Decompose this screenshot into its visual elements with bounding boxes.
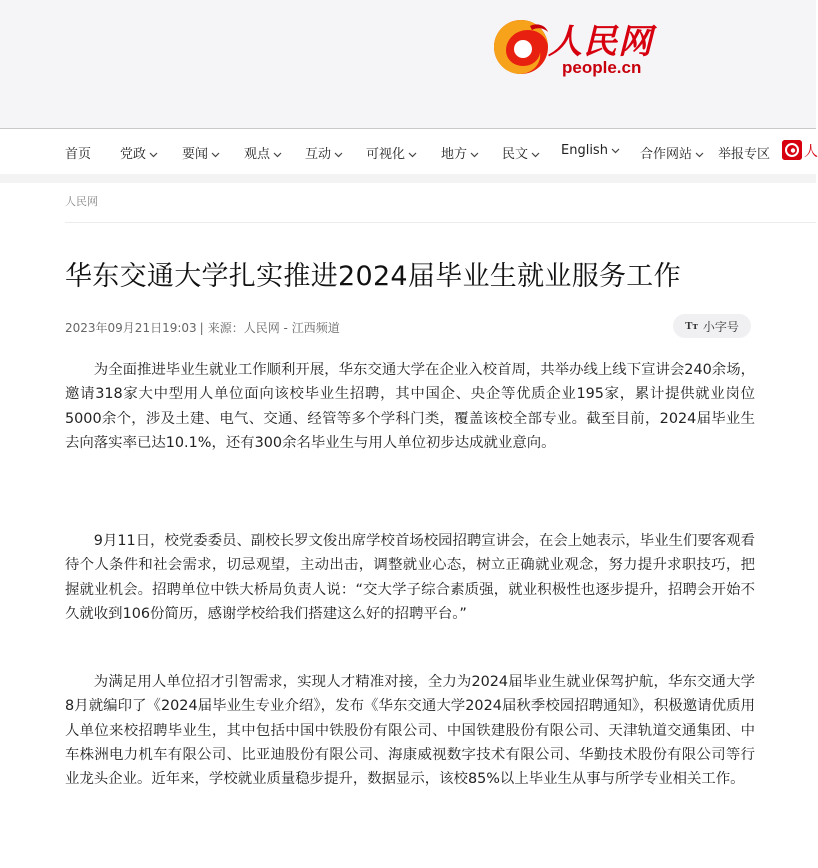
nav-item-label: 地方 [441, 147, 468, 162]
nav-item-label: 党政 [120, 147, 147, 162]
chevron-down-icon [149, 152, 158, 158]
nav-item-report[interactable] [718, 143, 770, 162]
logo-chinese-text: 人民网 [548, 22, 653, 62]
nav-shadow-band [0, 174, 816, 183]
nav-badge-text[interactable]: 人 [804, 144, 818, 160]
people-badge-icon[interactable] [782, 140, 802, 160]
nav-item-interact[interactable] [305, 143, 343, 162]
chevron-down-icon [273, 152, 282, 158]
nav-item-opinion[interactable] [244, 143, 282, 162]
nav-item-party[interactable] [120, 143, 158, 162]
chevron-down-icon [334, 152, 343, 158]
people-logo-icon [490, 14, 552, 76]
article-date: 2023年09月21日19:03 [65, 321, 197, 335]
nav-item-label: English [561, 143, 608, 158]
nav-item-local[interactable] [441, 143, 479, 162]
nav-item-label: 首页 [65, 147, 92, 162]
meta-separator: | [199, 321, 204, 335]
nav-item-english[interactable] [561, 143, 620, 158]
article-source[interactable]: 人民网 - 江西频道 [243, 321, 340, 335]
nav-item-label: 合作网站 [640, 147, 693, 162]
nav-item-label: 互动 [305, 147, 332, 162]
font-size-icon: Tт [685, 320, 698, 332]
nav-item-label: 观点 [244, 147, 271, 162]
main-nav [0, 129, 816, 174]
font-size-toggle-label: 小字号 [702, 319, 739, 334]
chevron-down-icon [408, 152, 417, 158]
chevron-down-icon [470, 152, 479, 158]
logo-english-text: people.cn [562, 58, 642, 77]
article-meta [65, 319, 340, 336]
site-header [0, 0, 816, 128]
article-title: 华东交通大学扎实推进2024届毕业生就业服务工作 [65, 261, 681, 292]
article-paragraph: 9月11日，校党委委员、副校长罗文俊出席学校首场校园招聘宣讲会，在会上她表示，毕业生们要客观看待个人条件和社会需求，切忌观望，主动出击，调整就业心态，树立正确就业观念，努力提升求职技巧，把握就业机会。招聘单位中铁大桥局负责人说：“交大学子综合素质强，就业积极性也逐步提升，招聘会开始不久就收到106份简历，感谢学校给我们搭建这么好的招聘平台。” [65, 533, 755, 622]
site-logo[interactable] [490, 12, 670, 82]
nav-item-partners[interactable] [640, 143, 704, 162]
chevron-down-icon [695, 152, 704, 158]
nav-item-news[interactable] [182, 143, 220, 162]
nav-item-minority[interactable] [502, 143, 540, 162]
chevron-down-icon [611, 148, 620, 154]
chevron-down-icon [531, 152, 540, 158]
breadcrumb[interactable]: 人民网 [65, 195, 98, 208]
nav-item-label: 要闻 [182, 147, 209, 162]
source-prefix: 来源： [207, 321, 244, 335]
chevron-down-icon [211, 152, 220, 158]
nav-item-label: 民文 [502, 147, 529, 162]
nav-item-label: 举报专区 [718, 147, 771, 162]
nav-item-home[interactable] [65, 143, 91, 162]
nav-item-visual[interactable] [366, 143, 417, 162]
nav-item-label: 可视化 [366, 147, 406, 162]
article-paragraph: 为满足用人单位招才引智需求，实现人才精准对接，全力为2024届毕业生就业保驾护航，华东交通大学8月就编印了《2024届毕业生专业介绍》，发布《华东交通大学2024届秋季校园招聘通知》，积极邀请优质用人单位来校招聘毕业生，其中包括中国中铁股份有限公司、中国铁建股份有限公司、天津轨道交通集团、中车株洲电力机车有限公司、比亚迪股份有限公司、海康威视数字技术有限公司、华勤技术股份有限公司等行业龙头企业。近年来，学校就业质量稳步提升，数据显示，该校85%以上毕业生从事与所学专业相关工作。 [65, 674, 755, 788]
breadcrumb-divider [65, 222, 816, 223]
article-paragraph: 为全面推进毕业生就业工作顺利开展，华东交通大学在企业入校首周，共举办线上线下宣讲会240余场，邀请318家大中型用人单位面向该校毕业生招聘，其中国企、央企等优质企业195家，累计提供就业岗位5000余个，涉及土建、电气、交通、经管等多个学科门类，覆盖该校全部专业。截至目前，2024届毕业生去向落实率已达10.1%，还有300余名毕业生与用人单位初步达成就业意向。 [65, 362, 755, 451]
font-size-toggle-button[interactable] [673, 314, 751, 338]
